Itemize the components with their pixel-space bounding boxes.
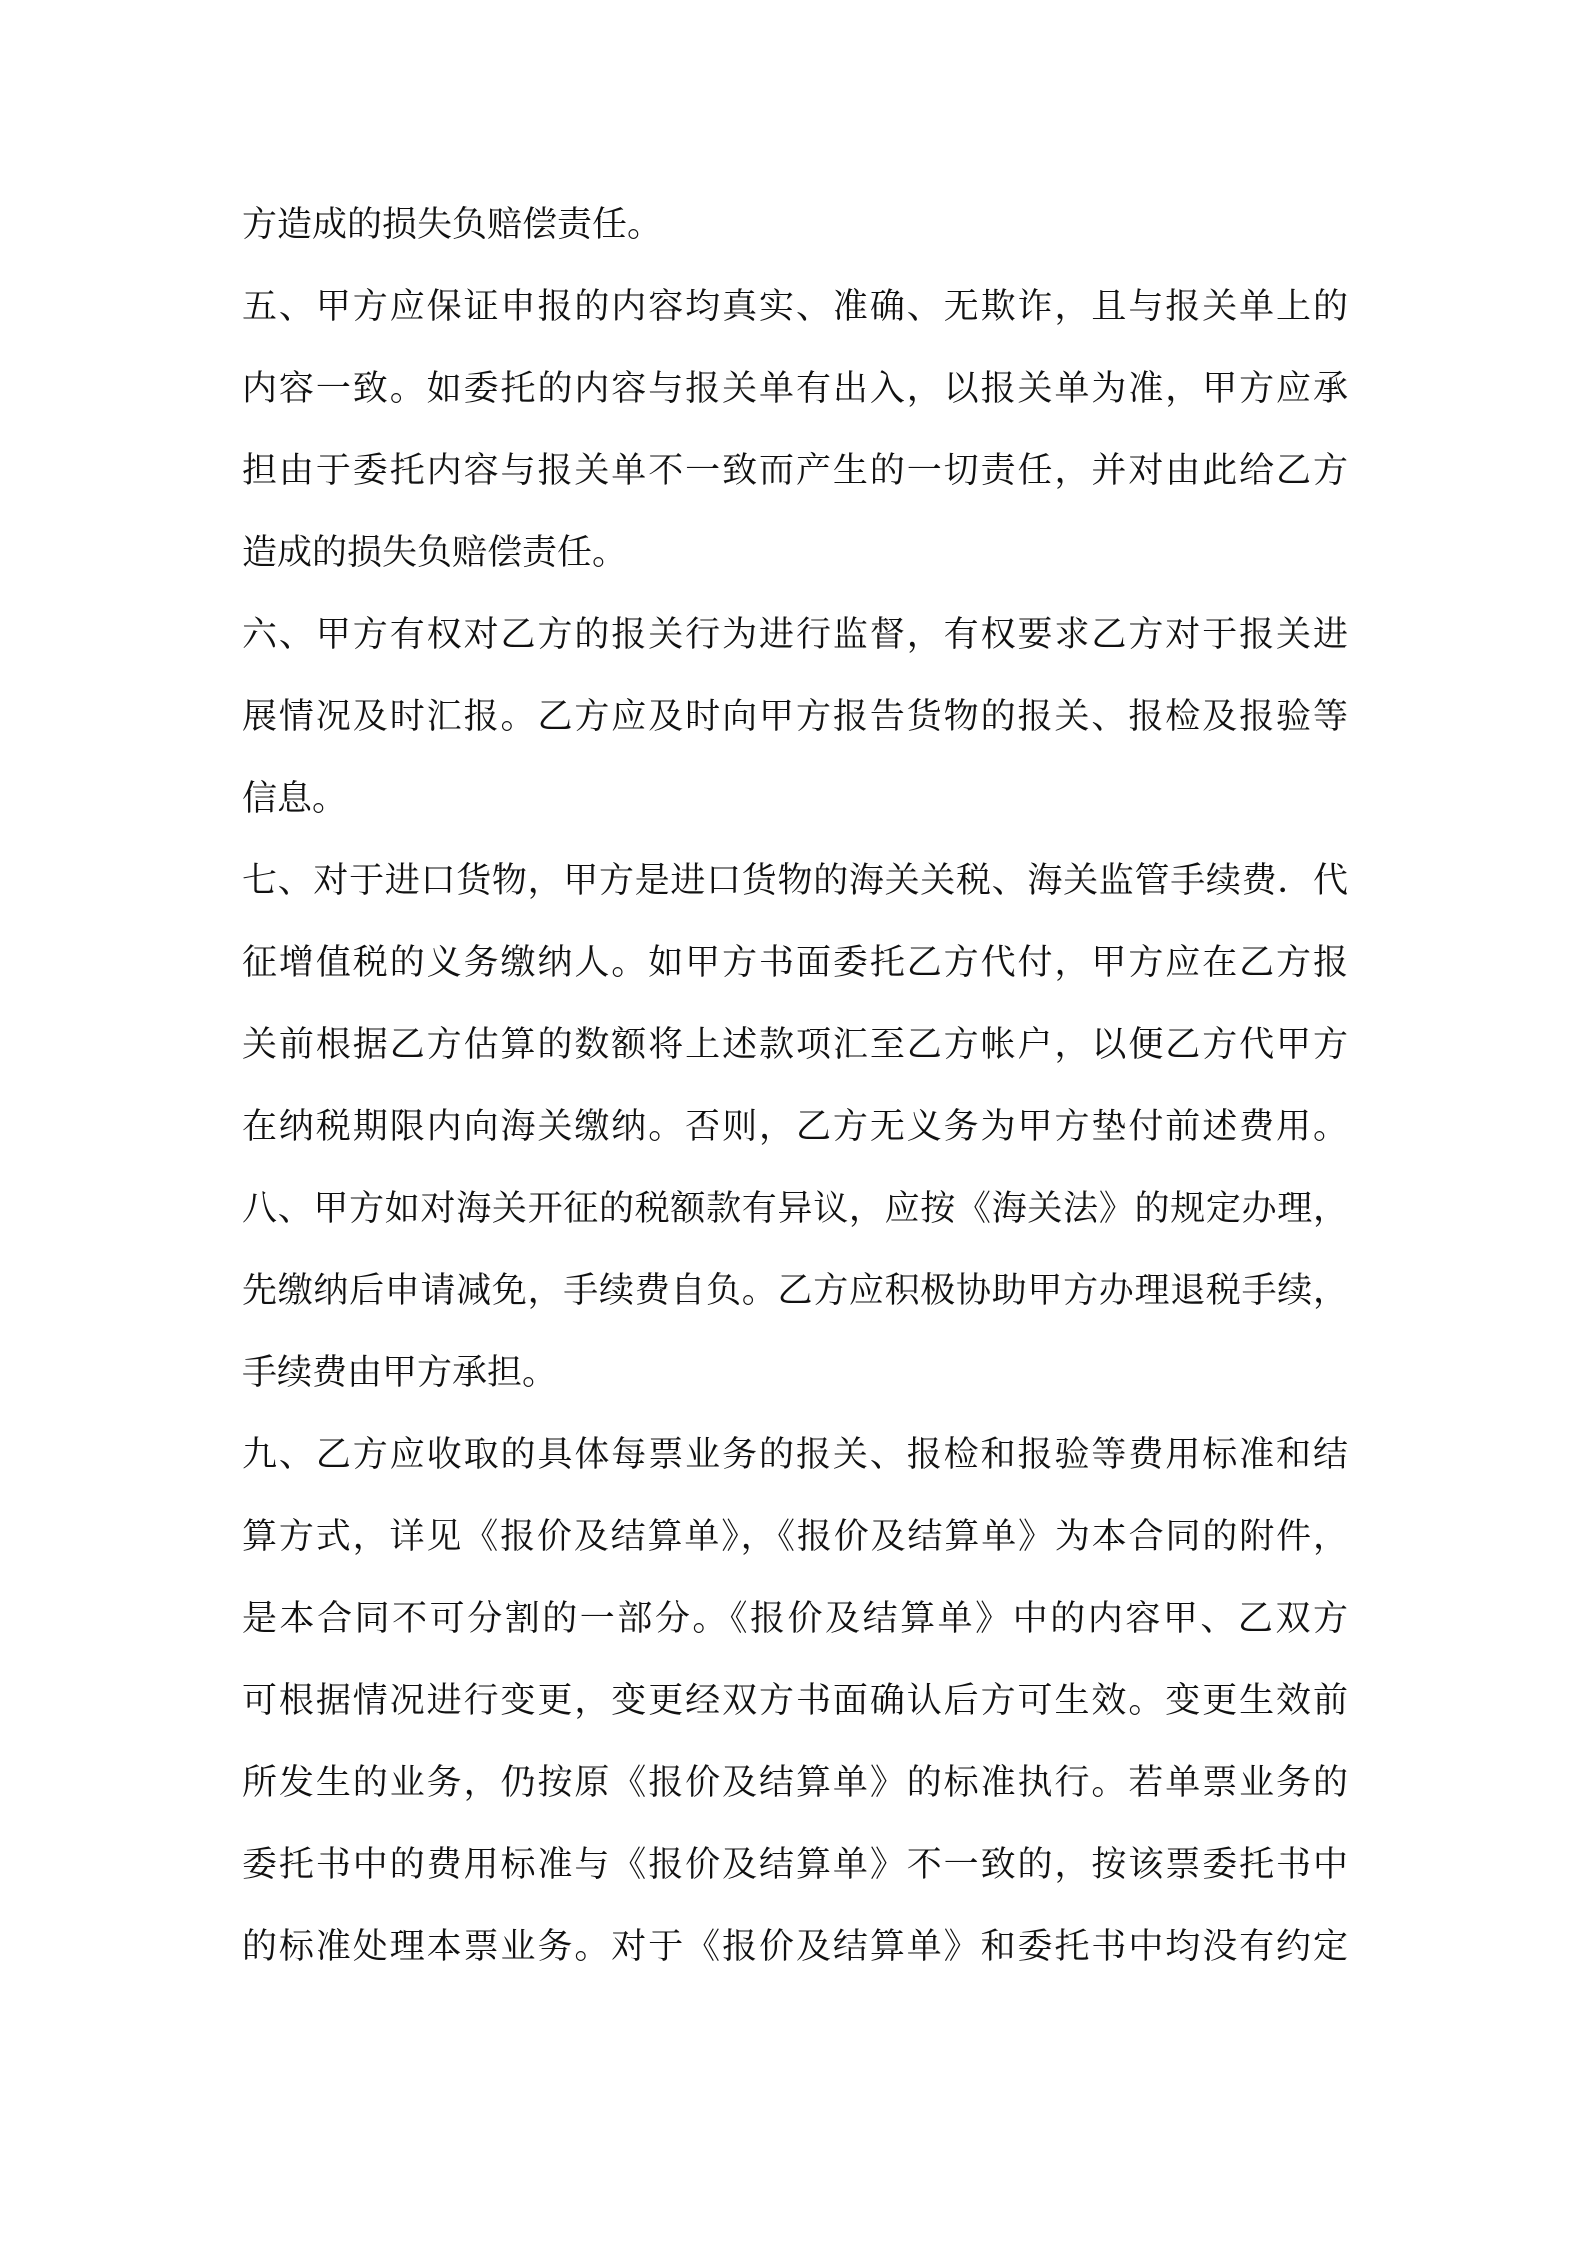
text-line: 所发生的业务，仍按原《报价及结算单》的标准执行。若单票业务的 <box>242 1763 1348 1803</box>
contract-text-body <box>242 184 1348 1988</box>
text-line: 算方式，详见《报价及结算单》，《报价及结算单》为本合同的附件， <box>242 1517 1348 1557</box>
text-line: 手续费由甲方承担。 <box>242 1353 558 1393</box>
text-line: 九、乙方应收取的具体每票业务的报关、报检和报验等费用标准和结 <box>242 1435 1348 1475</box>
text-line: 可根据情况进行变更，变更经双方书面确认后方可生效。变更生效前 <box>242 1681 1348 1721</box>
text-line: 信息。 <box>242 779 348 819</box>
text-line: 展情况及时汇报。乙方应及时向甲方报告货物的报关、报检及报验等 <box>242 697 1348 737</box>
text-line: 委托书中的费用标准与《报价及结算单》不一致的，按该票委托书中 <box>242 1845 1348 1885</box>
text-line: 是本合同不可分割的一部分。《报价及结算单》中的内容甲、乙双方 <box>242 1599 1348 1639</box>
text-line: 七、对于进口货物，甲方是进口货物的海关关税、海关监管手续费．代 <box>242 861 1348 901</box>
text-line: 六、甲方有权对乙方的报关行为进行监督，有权要求乙方对于报关进 <box>242 615 1348 655</box>
text-line: 造成的损失负赔偿责任。 <box>242 533 628 573</box>
text-line: 担由于委托内容与报关单不一致而产生的一切责任，并对由此给乙方 <box>242 451 1348 491</box>
text-line: 征增值税的义务缴纳人。如甲方书面委托乙方代付，甲方应在乙方报 <box>242 943 1348 983</box>
text-line: 关前根据乙方估算的数额将上述款项汇至乙方帐户，以便乙方代甲方 <box>242 1025 1348 1065</box>
text-line: 在纳税期限内向海关缴纳。否则，乙方无义务为甲方垫付前述费用。 <box>242 1107 1348 1147</box>
text-line: 先缴纳后申请减免，手续费自负。乙方应积极协助甲方办理退税手续， <box>242 1271 1348 1311</box>
text-line: 五、甲方应保证申报的内容均真实、准确、无欺诈，且与报关单上的 <box>242 287 1348 327</box>
text-line: 八、甲方如对海关开征的税额款有异议，应按《海关法》的规定办理， <box>242 1189 1348 1229</box>
text-line: 的标准处理本票业务。对于《报价及结算单》和委托书中均没有约定 <box>242 1927 1348 1967</box>
text-line: 内容一致。如委托的内容与报关单有出入，以报关单为准，甲方应承 <box>242 369 1348 409</box>
text-line: 方造成的损失负赔偿责任。 <box>242 205 663 245</box>
